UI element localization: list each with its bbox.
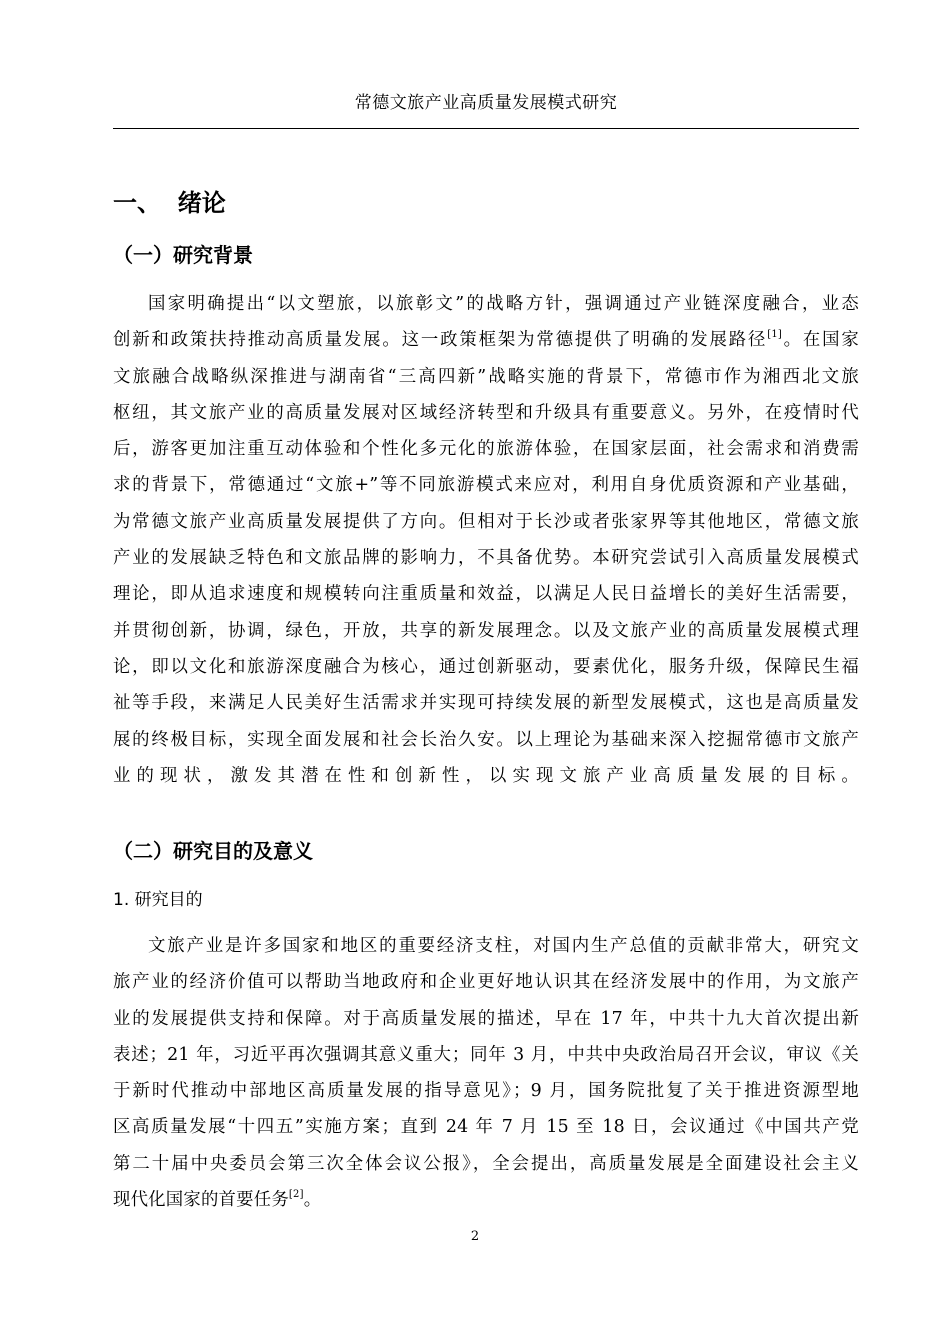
text-line: 展的终极目标，实现全面发展和社会长治久安。以上理论为基础来深入挖掘常德市文旅产	[113, 729, 859, 750]
text-line: 旅产业的经济价值可以帮助当地政府和企业更好地认识其在经济发展中的作用，为文旅产	[113, 972, 859, 993]
text-segment: 创新和政策扶持推动高质量发展。这一政策框架为常德提供了明确的发展路径	[113, 330, 768, 351]
text-line	[113, 1182, 859, 1218]
text-line: 业的发展提供支持和保障。对于高质量发展的描述，早在 17 年，中共十九大首次提出新	[113, 1008, 859, 1029]
paragraph-purpose	[113, 928, 859, 1218]
text-line	[113, 794, 859, 830]
text-segment: 现代化国家的首要任务	[113, 1190, 289, 1211]
text-line: 论，即以文化和旅游深度融合为核心，通过创新驱动，要素优化，服务升级，保障民生福	[113, 656, 859, 677]
text-line: 文旅产业是许多国家和地区的重要经济支柱，对国内生产总值的贡献非常大，研究文	[148, 936, 859, 956]
text-line: 求的背景下，常德通过“文旅+”等不同旅游模式来应对，利用自身优质资源和产业基础，	[113, 475, 859, 496]
text-line: 区高质量发展“十四五”实施方案；直到 24 年 7 月 15 至 18 日，会议通过《中国共产党	[113, 1117, 859, 1138]
text-line: 国家明确提出“以文塑旅，以旅彰文”的战略方针，强调通过产业链深度融合，业态	[148, 294, 859, 314]
text-segment: 。	[303, 1190, 322, 1211]
citation-ref: [2]	[288, 1189, 304, 1201]
text-line: 产业的发展缺乏特色和文旅品牌的影响力，不具备优势。本研究尝试引入高质量发展模式	[113, 548, 859, 569]
section-heading-purpose: （二）研究目的及意义	[113, 839, 313, 863]
text-line: 业的现状，激发其潜在性和创新性，以实现文旅产业高质量发展的目标。	[113, 765, 859, 786]
text-line: 理论，即从追求速度和规模转向注重质量和效益，以满足人民日益增长的美好生活需要，	[113, 584, 859, 605]
text-line: 祉等手段，来满足人民美好生活需求并实现可持续发展的新型发展模式，这也是高质量发	[113, 693, 859, 714]
text-line: 并贯彻创新，协调，绿色，开放，共享的新发展理念。以及文旅产业的高质量发展模式理	[113, 620, 859, 641]
chapter-heading: 一、 绪论	[113, 189, 226, 217]
text-line: 枢纽，其文旅产业的高质量发展对区域经济转型和升级具有重要意义。另外，在疫情时代	[113, 402, 859, 423]
subsection-heading-purpose: 1. 研究目的	[113, 890, 203, 910]
text-line: 第二十届中央委员会第三次全体会议公报》，全会提出，高质量发展是全面建设社会主义	[113, 1153, 859, 1174]
citation-ref: [1]	[767, 329, 783, 341]
page-number: 2	[470, 1229, 480, 1244]
text-line: 文旅融合战略纵深推进与湖南省“三高四新”战略实施的背景下，常德市作为湘西北文旅	[113, 366, 859, 387]
section-heading-background: （一）研究背景	[113, 243, 253, 267]
text-line: 表述；21 年，习近平再次强调其意义重大；同年 3 月，中共中央政治局召开会议，审议《关	[113, 1044, 859, 1065]
text-line	[113, 322, 859, 358]
text-line: 为常德文旅产业高质量发展提供了方向。但相对于长沙或者张家界等其他地区，常德文旅	[113, 511, 859, 532]
paragraph-background	[113, 286, 859, 830]
header-rule	[113, 128, 859, 129]
text-segment: 。在国家	[782, 330, 859, 351]
text-line: 于新时代推动中部地区高质量发展的指导意见》；9 月，国务院批复了关于推进资源型地	[113, 1081, 859, 1102]
running-header: 常德文旅产业高质量发展模式研究	[354, 93, 618, 113]
text-line: 后，游客更加注重互动体验和个性化多元化的旅游体验，在国家层面，社会需求和消费需	[113, 439, 859, 460]
